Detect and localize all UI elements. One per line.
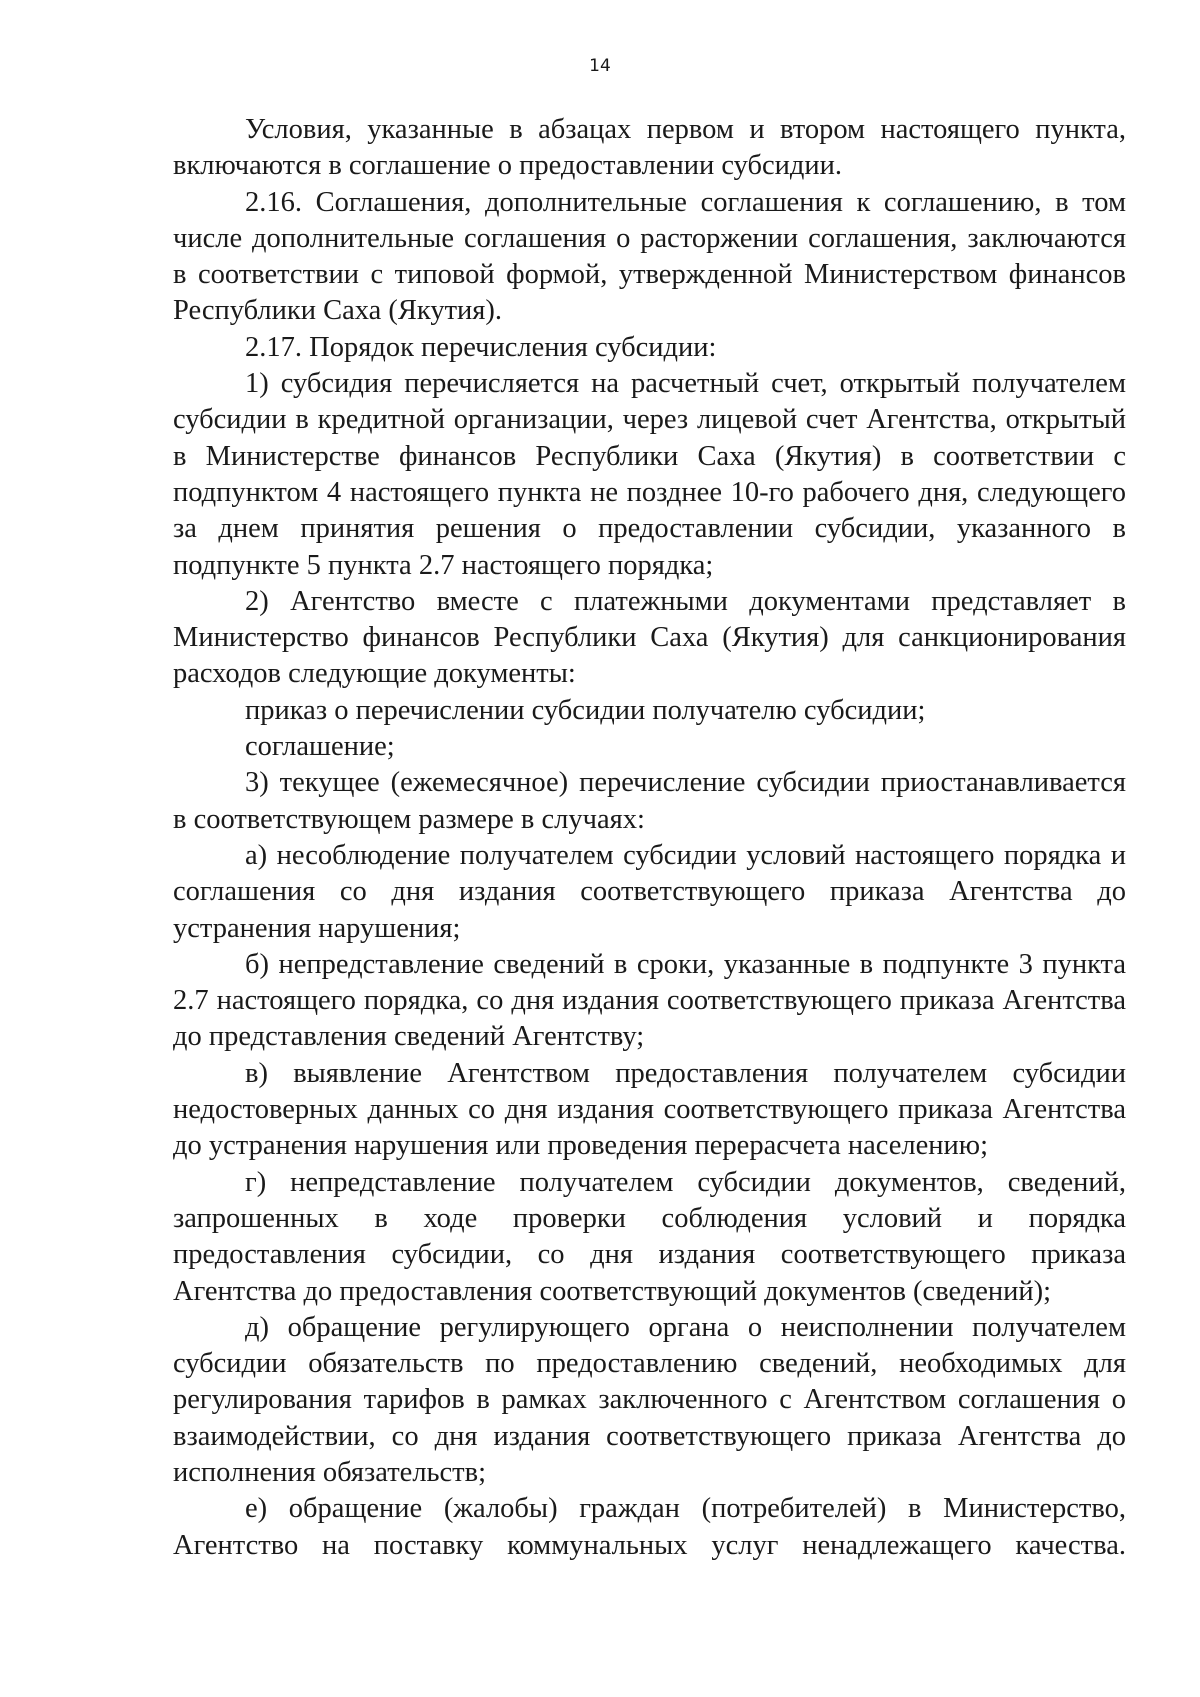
paragraph-item-2-documents: 2) Агентство вместе с платежными документами представляет в Министерство финансов Республики Саха (Якутия) для санкционирования расходов следующие документы:	[173, 585, 1126, 690]
paragraph-conditions-included: Условия, указанные в абзацах первом и втором настоящего пункта, включаются в соглашение о предоставлении субсидии.	[173, 114, 1126, 182]
paragraph-transfer-order: приказ о перечислении субсидии получателю субсидии;	[245, 694, 926, 726]
page-number: 14	[589, 56, 611, 76]
paragraph-2-17-transfer-procedure: 2.17. Порядок перечисления субсидии:	[245, 331, 717, 363]
paragraph-case-a: а) несоблюдение получателем субсидии условий настоящего порядка и соглашения со дня издания соответствующего приказа Агентства до устранения нарушения;	[173, 839, 1126, 944]
paragraph-item-3-suspension: 3) текущее (ежемесячное) перечисление субсидии приостанавливается в соответствующем размере в случаях:	[173, 767, 1126, 835]
paragraph-agreement: соглашение;	[245, 731, 395, 763]
paragraph-case-d: д) обращение регулирующего органа о неисполнении получателем субсидии обязательств по предоставлению сведений, необходимых для регулирования тарифов в рамках заключенного с Агентством соглашения о взаимодействии, со дня издания соответствующего приказа Агентства до исполнения обязательств;	[173, 1311, 1126, 1488]
paragraph-2-16-agreements: 2.16. Соглашения, дополнительные соглашения к соглашению, в том числе дополнительные соглашения о расторжении соглашения, заключаются в соответствии с типовой формой, утвержденной Министерством финансов Республики Саха (Якутия).	[173, 186, 1126, 327]
paragraph-case-e: е) обращение (жалобы) граждан (потребителей) в Министерство, Агентство на поставку коммунальных услуг ненадлежащего качества.	[173, 1493, 1126, 1561]
paragraph-item-1-transfer: 1) субсидия перечисляется на расчетный счет, открытый получателем субсидии в кредитной организации, через лицевой счет Агентства, открытый в Министерстве финансов Республики Саха (Якутия) в соответствии с подпунктом 4 настоящего пункта не позднее 10-го рабочего дня, следующего за днем принятия решения о предоставлении субсидии, указанного в подпункте 5 пункта 2.7 настоящего порядка;	[173, 368, 1126, 581]
paragraph-case-g: г) непредставление получателем субсидии документов, сведений, запрошенных в ходе проверки соблюдения условий и порядка предоставления субсидии, со дня издания соответствующего приказа Агентства до предоставления соответствующий документов (сведений);	[173, 1166, 1126, 1307]
document-body	[173, 112, 1126, 1564]
paragraph-case-b: б) непредставление сведений в сроки, указанные в подпункте 3 пункта 2.7 настоящего порядка, со дня издания соответствующего приказа Агентства до представления сведений Агентству;	[173, 948, 1126, 1053]
paragraph-case-v: в) выявление Агентством предоставления получателем субсидии недостоверных данных со дня издания соответствующего приказа Агентства до устранения нарушения или проведения перерасчета населению;	[173, 1057, 1126, 1162]
